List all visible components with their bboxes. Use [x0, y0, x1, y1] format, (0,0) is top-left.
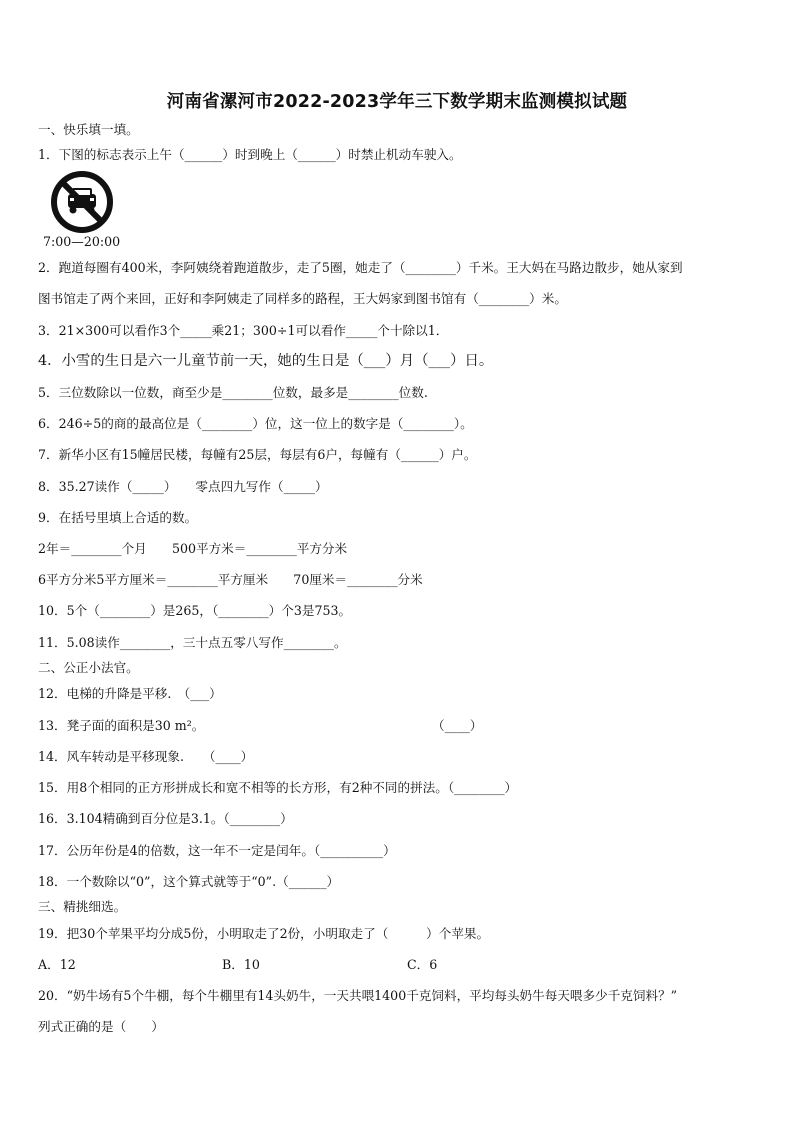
question-2-line-1: 2．跑道每圈有400米，李阿姨绕着跑道散步，走了5圈，她走了（________）千米。王大妈在马路边散步，她从家到: [38, 260, 683, 275]
question-13: 13．凳子面的面积是30 m²。: [38, 718, 205, 733]
question-2-line-2: 图书馆走了两个来回，正好和李阿姨走了同样多的路程，王大妈家到图书馆有（________）米。: [38, 291, 567, 306]
question-20-line-2: 列式正确的是（ ）: [38, 1019, 164, 1034]
question-20-line-1: 20．“奶牛场有5个牛棚，每个牛棚里有14头奶牛，一天共喂1400千克饲料，平均每头奶牛每天喂多少千克饲料？”: [38, 988, 678, 1003]
question-9: 9．在括号里填上合适的数。: [38, 510, 198, 525]
question-3: 3．21×300可以看作3个_____乘21；300÷1可以看作_____个十除以1．: [38, 323, 449, 338]
question-17: 17．公历年份是4的倍数，这一年不一定是闰年。（__________）: [38, 843, 396, 858]
question-8: 8．35.27读作（_____） 零点四九写作（_____）: [38, 479, 328, 494]
question-12: 12．电梯的升降是平移. （___）: [38, 686, 222, 701]
question-18: 18．一个数除以“0”，这个算式就等于“0”.（______）: [38, 874, 340, 889]
section-heading-choice: 三、精挑细选。: [38, 899, 127, 914]
question-5: 5．三位数除以一位数，商至少是________位数，最多是________位数.: [38, 385, 428, 400]
page-title: 河南省漯河市2022-2023学年三下数学期末监测模拟试题: [166, 92, 628, 112]
question-11: 11．5.08读作________，三十点五零八写作________。: [38, 635, 347, 650]
question-19-option-c: C．6: [407, 957, 438, 972]
question-15: 15．用8个相同的正方形拼成长和宽不相等的长方形，有2种不同的拼法。（________）: [38, 780, 518, 795]
question-1: 1．下图的标志表示上午（______）时到晚上（______）时禁止机动车驶入。: [38, 147, 462, 162]
question-9-row-2: 6平方分米5平方厘米＝________平方厘米 70厘米＝________分米: [38, 572, 423, 587]
question-19-option-a: A．12: [38, 957, 76, 972]
section-heading-fill-in: 一、快乐填一填。: [38, 122, 139, 137]
question-16: 16．3.104精确到百分位是3.1。（________）: [38, 811, 293, 826]
question-6: 6．246÷5的商的最高位是（________）位，这一位上的数字是（________）。: [38, 416, 473, 431]
question-19: 19．把30个苹果平均分成5份，小明取走了2份，小明取走了（ ）个苹果。: [38, 926, 490, 941]
no-motor-vehicle-sign-icon: [50, 170, 114, 234]
section-heading-judge: 二、公正小法官。: [38, 660, 139, 675]
sign-time-label: 7:00—20:00: [43, 234, 121, 249]
question-4: 4．小雪的生日是六一儿童节前一天，她的生日是（___）月（___）日。: [38, 353, 494, 369]
question-9-row-1: 2年＝________个月 500平方米＝________平方分米: [38, 541, 348, 556]
question-10: 10．5个（________）是265，（________）个3是753。: [38, 603, 352, 618]
question-13-answer-blank: （____）: [432, 718, 483, 733]
question-14: 14．风车转动是平移现象. （____）: [38, 749, 254, 764]
question-19-option-b: B．10: [222, 957, 260, 972]
question-7: 7．新华小区有15幢居民楼，每幢有25层，每层有6户，每幢有（______）户。: [38, 447, 477, 462]
